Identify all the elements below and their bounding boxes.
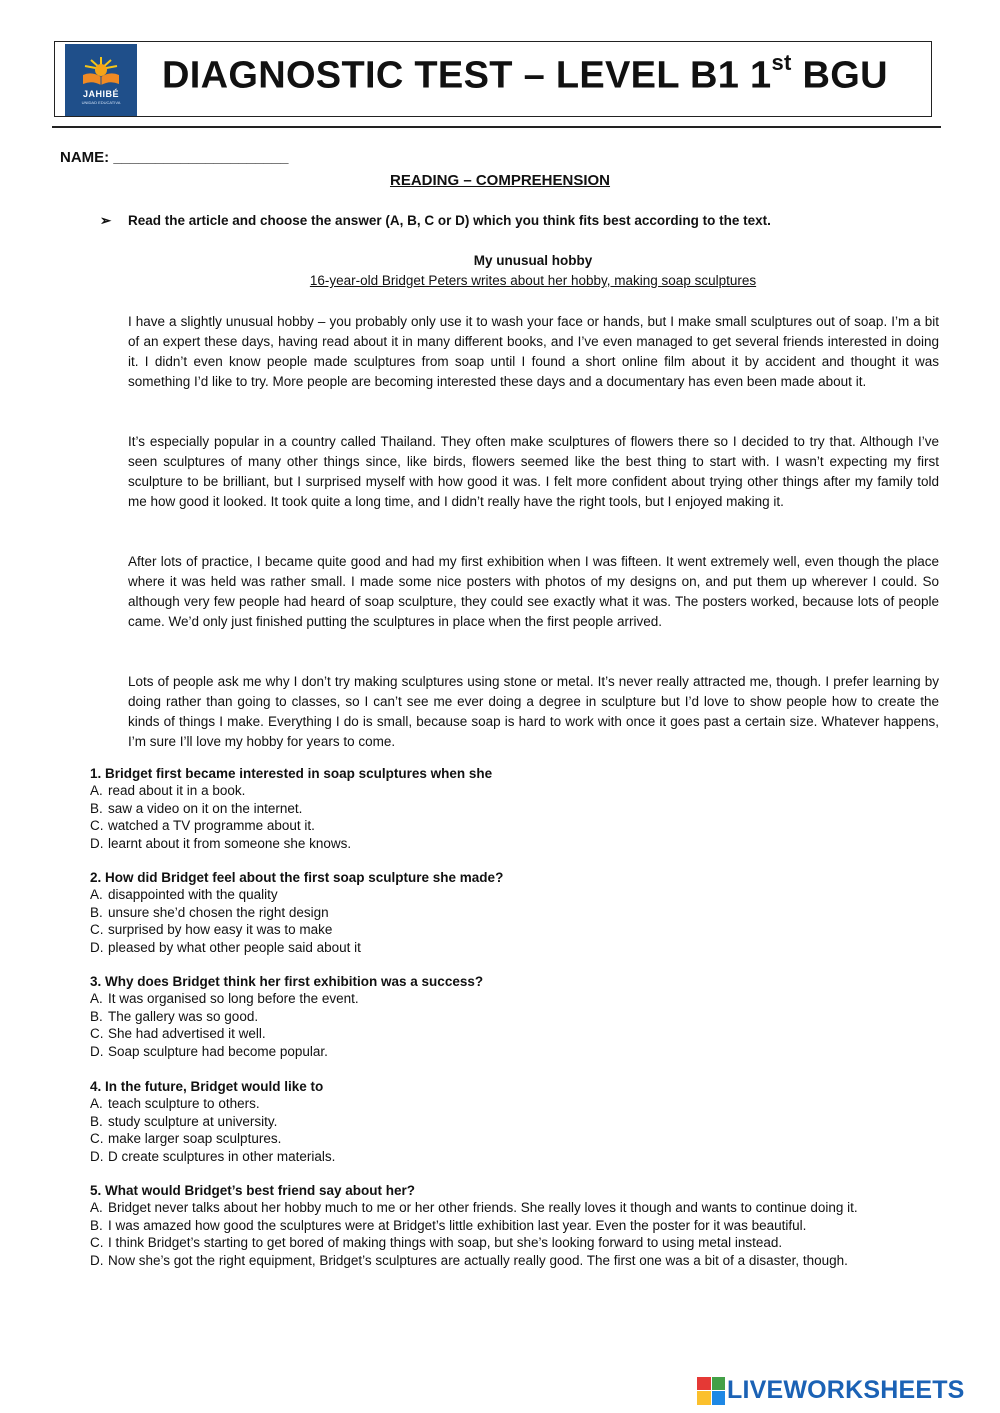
title-superscript: st	[771, 50, 792, 75]
option-text: Soap sculpture had become popular.	[108, 1043, 328, 1059]
school-logo	[65, 44, 137, 116]
brand-text: LIVEWORKSHEETS	[727, 1376, 965, 1404]
option-text: disappointed with the quality	[108, 887, 278, 903]
logo-subtext: UNIDAD EDUCATIVA	[81, 100, 121, 105]
option-a[interactable]	[90, 886, 940, 903]
option-d[interactable]	[90, 939, 940, 956]
option-c[interactable]	[90, 1234, 940, 1251]
question-4	[90, 1078, 940, 1165]
option-text: It was organised so long before the event.	[108, 991, 359, 1007]
option-b[interactable]	[90, 1217, 940, 1234]
option-letter: A.	[90, 887, 103, 903]
option-text: watched a TV programme about it.	[108, 818, 315, 834]
instruction	[100, 213, 771, 229]
option-c[interactable]	[90, 921, 940, 938]
instruction-text: Read the article and choose the answer (A, B, C or D) which you think fits best according to the text.	[128, 213, 771, 228]
question-text: 4. In the future, Bridget would like to	[90, 1079, 324, 1094]
option-a[interactable]	[90, 782, 940, 799]
option-text: surprised by how easy it was to make	[108, 922, 333, 938]
option-text: make larger soap sculptures.	[108, 1131, 282, 1147]
option-text: Bridget never talks about her hobby much to me or her other friends. She really loves it though and wants to continue doing it.	[108, 1200, 858, 1216]
option-text: I was amazed how good the sculptures were at Bridget’s little exhibition last year. Even the poster for it was beautiful.	[108, 1217, 807, 1233]
option-b[interactable]	[90, 904, 940, 921]
logo-text: JAHIBÉ	[82, 89, 119, 99]
option-text: The gallery was so good.	[108, 1008, 259, 1024]
option-text: learnt about it from someone she knows.	[108, 835, 352, 851]
page-title	[162, 50, 888, 98]
liveworksheets-logo[interactable]	[697, 1376, 965, 1405]
option-letter: B.	[90, 1217, 103, 1233]
name-field[interactable]: NAME: _____________________	[60, 149, 289, 166]
arrow-bullet-icon: ➢	[100, 213, 112, 228]
option-d[interactable]	[90, 1252, 940, 1269]
sun-book-icon	[79, 55, 123, 87]
question-text: 5. What would Bridget’s best friend say about her?	[90, 1183, 416, 1198]
option-d[interactable]	[90, 835, 940, 852]
badge-square	[712, 1377, 726, 1391]
option-letter: C.	[90, 1026, 104, 1042]
header-divider	[52, 126, 941, 128]
option-letter: B.	[90, 800, 103, 816]
option-text: study sculpture at university.	[108, 1113, 278, 1129]
option-letter: B.	[90, 904, 103, 920]
option-letter: C.	[90, 1131, 104, 1147]
option-letter: D.	[90, 1043, 104, 1059]
article-title: My unusual hobby	[473, 253, 593, 268]
option-text: Now she’s got the right equipment, Bridget’s sculptures are actually really good. The first one was a bit of a disaster, though.	[108, 1252, 848, 1268]
option-letter: A.	[90, 783, 103, 799]
option-d[interactable]	[90, 1148, 940, 1165]
section-title: READING – COMPREHENSION	[389, 172, 611, 189]
option-c[interactable]	[90, 1130, 940, 1147]
option-text: She had advertised it well.	[108, 1026, 266, 1042]
option-letter: C.	[90, 922, 104, 938]
option-letter: A.	[90, 1200, 103, 1216]
question-text: 1. Bridget first became interested in soap sculptures when she	[90, 766, 493, 781]
option-b[interactable]	[90, 800, 940, 817]
title-end: BGU	[791, 54, 888, 97]
question-text: 3. Why does Bridget think her first exhibition was a success?	[90, 974, 484, 989]
option-text: D create sculptures in other materials.	[108, 1148, 336, 1164]
option-d[interactable]	[90, 1043, 940, 1060]
option-text: teach sculpture to others.	[108, 1096, 260, 1112]
badge-square	[712, 1391, 726, 1405]
option-b[interactable]	[90, 1113, 940, 1130]
option-text: read about it in a book.	[108, 783, 246, 799]
option-text: I think Bridget’s starting to get bored of making things with soap, but she’s looking forward to using metal instead.	[108, 1235, 783, 1251]
option-letter: C.	[90, 1235, 104, 1251]
option-letter: D.	[90, 1252, 104, 1268]
option-letter: D.	[90, 1148, 104, 1164]
live-badge-icon	[697, 1377, 725, 1405]
option-letter: D.	[90, 835, 104, 851]
option-letter: A.	[90, 1096, 103, 1112]
article-paragraph: It’s especially popular in a country called Thailand. They often make sculptures of flowers there so I decided to try that. Although I’ve seen sculptures of many other things since, like birds, flowers seemed like the best thing to start with. I wasn’t expecting my first sculpture to be brilliant, but I surprised myself with how good it was. I felt more confident about trying other things after my family told me how good it looked. It took quite a long time, and I didn’t really have the right tools, but I enjoyed making it.	[128, 434, 939, 509]
option-letter: A.	[90, 991, 103, 1007]
option-letter: C.	[90, 818, 104, 834]
option-a[interactable]	[90, 1095, 940, 1112]
article-paragraph: I have a slightly unusual hobby – you probably only use it to wash your face or hands, but I make small sculptures out of soap. I’m a bit of an expert these days, having read about it in many different books, and I’ve even managed to get several friends interested in doing it. I didn’t even know people made sculptures from soap until I found a short online film about it by accident and thought it was something I’d like to try. More people are becoming interested these days and a documentary has even been made about it.	[128, 314, 939, 389]
option-text: pleased by what other people said about it	[108, 939, 361, 955]
option-letter: B.	[90, 1113, 103, 1129]
option-text: unsure she’d chosen the right design	[108, 904, 329, 920]
question-2	[90, 869, 940, 956]
article-paragraph: After lots of practice, I became quite good and had my first exhibition when I was fifteen. It went extremely well, even though the place where it was held was rather small. I made some nice posters with photos of my designs on, and put them up wherever I could. So although very few people had heard of soap sculpture, they could see exactly what it was. The posters worked, because lots of people came. We’d only just finished putting the sculptures in place when the first people arrived.	[128, 554, 939, 629]
badge-square	[697, 1391, 711, 1405]
question-1	[90, 765, 940, 852]
option-c[interactable]	[90, 817, 940, 834]
question-5	[90, 1182, 940, 1269]
option-letter: D.	[90, 939, 104, 955]
option-c[interactable]	[90, 1025, 940, 1042]
option-letter: B.	[90, 1008, 103, 1024]
title-main: DIAGNOSTIC TEST – LEVEL B1 1	[162, 54, 772, 97]
option-text: saw a video on it on the internet.	[108, 800, 303, 816]
article-paragraph: Lots of people ask me why I don’t try making sculptures using stone or metal. It’s never really attracted me, though. I prefer learning by doing rather than going to classes, so I can’t see me ever doing a degree in sculpture but I’d love to show people how to create the kinds of things I make. Everything I do is small, because soap is hard to work with once it goes past a certain size. Whatever happens, I’m sure I’ll love my hobby for years to come.	[128, 674, 939, 749]
option-a[interactable]	[90, 1199, 940, 1216]
article-subtitle: 16-year-old Bridget Peters writes about her hobby, making soap sculptures	[309, 273, 757, 288]
option-a[interactable]	[90, 990, 940, 1007]
question-3	[90, 973, 940, 1060]
question-text: 2. How did Bridget feel about the first soap sculpture she made?	[90, 870, 504, 885]
option-b[interactable]	[90, 1008, 940, 1025]
badge-square	[697, 1377, 711, 1391]
